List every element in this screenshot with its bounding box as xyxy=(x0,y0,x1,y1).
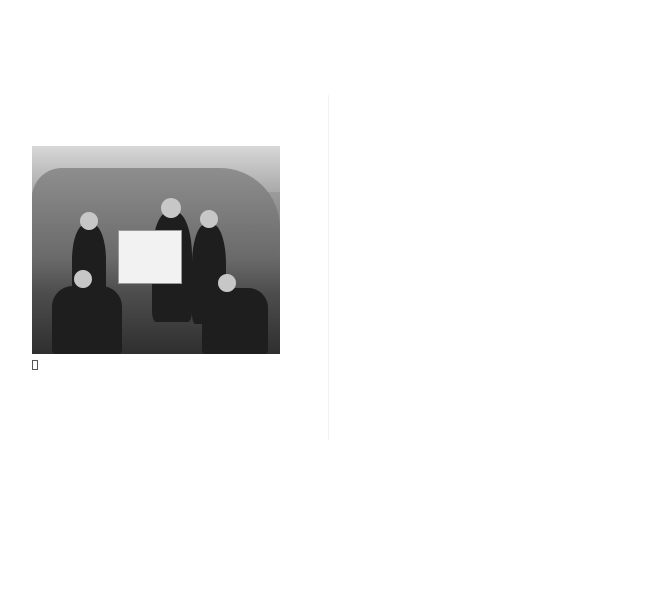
photo-person xyxy=(52,286,122,354)
photo-head xyxy=(218,274,236,292)
left-page-header xyxy=(34,105,58,113)
photo-head xyxy=(80,212,98,230)
photo-person xyxy=(202,288,268,354)
pilots-photo xyxy=(32,146,280,354)
photo-caption xyxy=(32,361,41,369)
photo-head xyxy=(200,210,218,228)
caption-tag xyxy=(32,360,38,370)
page-gutter xyxy=(328,95,329,440)
book-spread xyxy=(12,95,643,440)
photo-head xyxy=(161,198,181,218)
score-board xyxy=(118,230,182,284)
photo-head xyxy=(74,270,92,288)
right-page-header xyxy=(607,105,623,113)
